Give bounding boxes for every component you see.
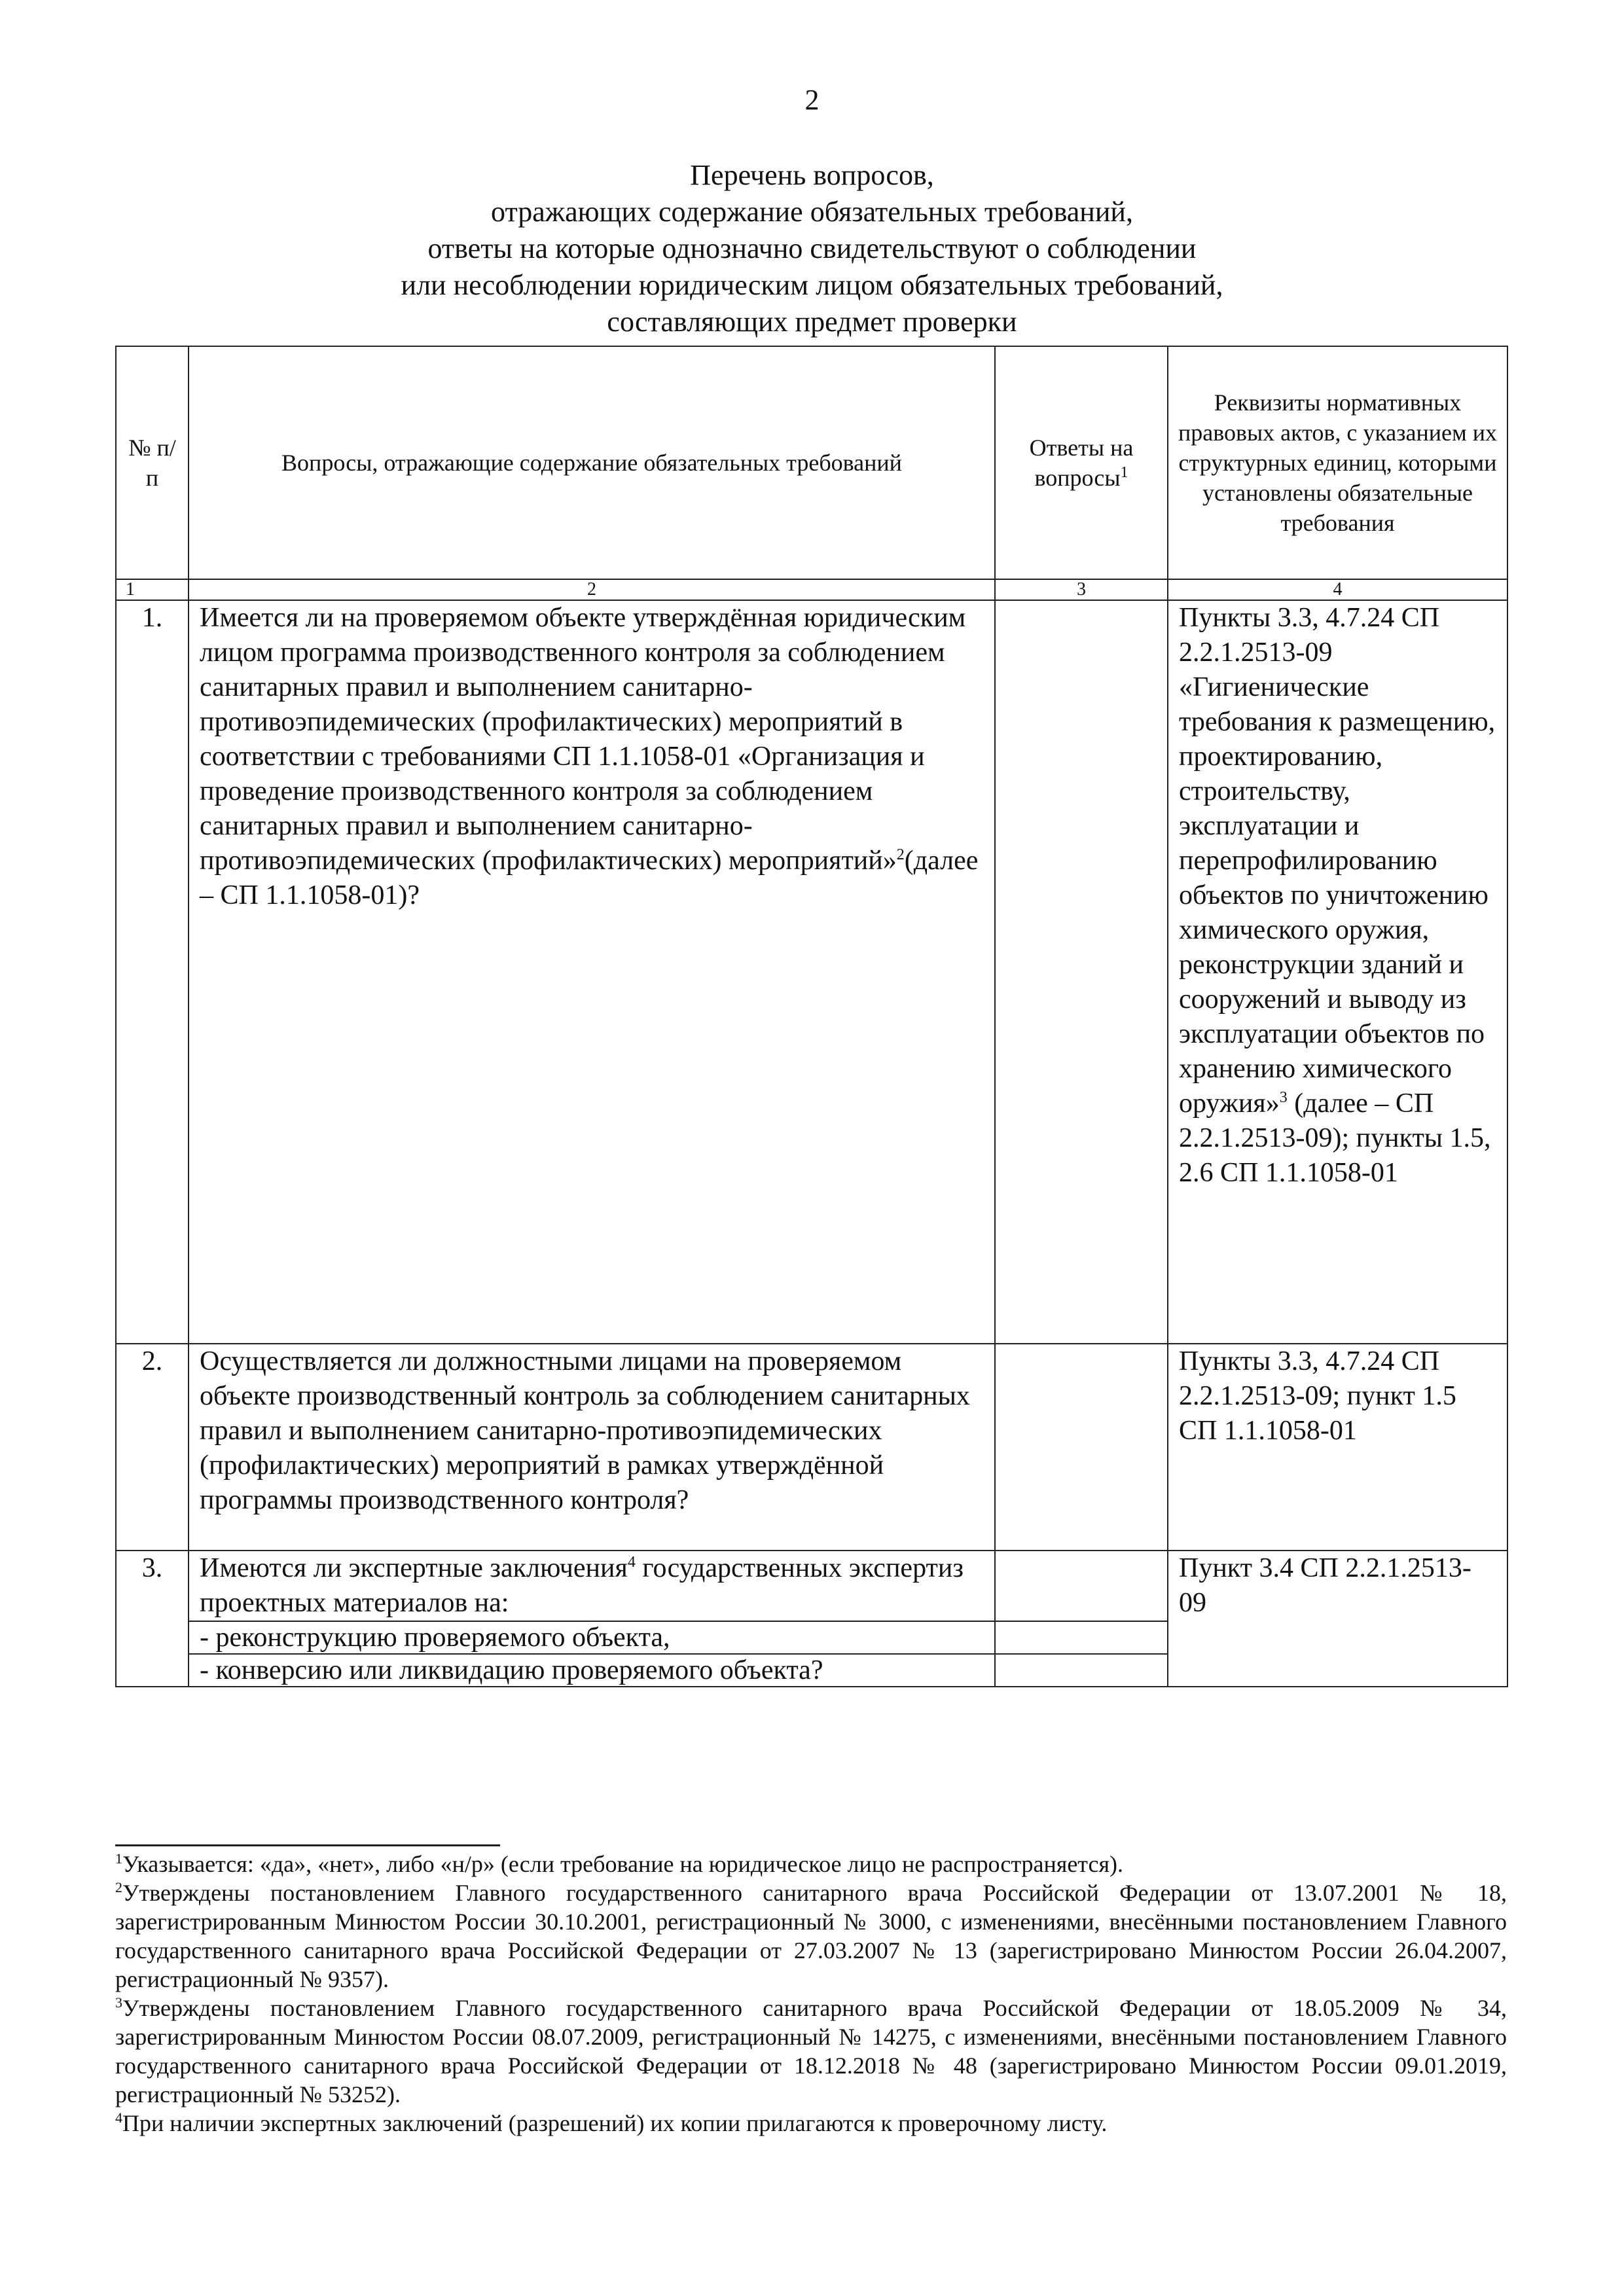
requisites-text-tail: (далее – СП 2.2.1.2513-09); пункты 1.5, 2.6 СП 1.1.1058-01 bbox=[1179, 1088, 1491, 1188]
requisites-text: Пункты 3.3, 4.7.24 СП 2.2.1.2513-09 «Гигиенические требования к размещению, проектированию, строительству, эксплуатации и перепрофилированию объектов по уничтожению химического оружия, реконструкции зданий и сооружений и выводу из эксплуатации объектов по хранению химического оружия» bbox=[1179, 603, 1496, 1119]
column-number-row bbox=[116, 579, 1507, 600]
subitem-reconstruction: - реконструкцию проверяемого объекта, bbox=[189, 1621, 995, 1654]
column-number: 2 bbox=[189, 579, 995, 600]
footnote bbox=[115, 1878, 1507, 1994]
footnote-text: Указывается: «да», «нет», либо «н/р» (если требование на юридическое лицо не распространяется). bbox=[122, 1851, 1123, 1877]
header-requisites: Реквизиты нормативных правовых актов, с указанием их структурных единиц, которыми установлены обязательные требования bbox=[1168, 346, 1507, 579]
question-text-tail: государственных экспертиз проектных материалов на: bbox=[200, 1553, 964, 1618]
checklist-table bbox=[115, 346, 1508, 1687]
header-answer bbox=[995, 346, 1168, 579]
requisites-cell: Пункты 3.3, 4.7.24 СП 2.2.1.2513-09; пункт 1.5 СП 1.1.1058-01 bbox=[1168, 1344, 1507, 1551]
question-cell: Осуществляется ли должностными лицами на проверяемом объекте производственный контроль за соблюдением санитарных правил и выполнением санитарно-противоэпидемических (профилактических) мероприятий в рамках утверждённой программы производственного контроля? bbox=[189, 1344, 995, 1551]
table-header-row bbox=[116, 346, 1507, 579]
footnote-ref: 2 bbox=[896, 846, 905, 863]
footnotes bbox=[115, 1850, 1507, 2138]
footnote bbox=[115, 1994, 1507, 2109]
footnote-marker: 4 bbox=[115, 2109, 122, 2126]
title-line: ответы на которые однозначно свидетельствуют о соблюдении bbox=[427, 232, 1197, 264]
footnote-marker: 1 bbox=[115, 1850, 122, 1867]
requisites-cell bbox=[1168, 600, 1507, 1344]
footnote-ref: 4 bbox=[627, 1554, 636, 1571]
page-number: 2 bbox=[804, 84, 820, 116]
question-text: Имеется ли на проверяемом объекте утверждённая юридическим лицом программа производственного контроля за соблюдением санитарных правил и выполнением санитарно-противоэпидемических (профилактических) мероприятий в соответствии с требованиями СП 1.1.1058-01 «Организация и проведение производственного контроля за соблюдением санитарных правил и выполнением санитарно-противоэпидемических (профилактических) мероприятий» bbox=[200, 603, 966, 876]
question-text-tail: (далее – СП 1.1.1058-01)? bbox=[200, 846, 979, 910]
header-answer-label: Ответы на вопросы bbox=[1029, 435, 1134, 491]
column-number: 3 bbox=[995, 579, 1168, 600]
answer-cell[interactable] bbox=[995, 1344, 1168, 1551]
answer-cell[interactable] bbox=[995, 1654, 1168, 1687]
table-row bbox=[116, 600, 1507, 1344]
answer-cell[interactable] bbox=[995, 600, 1168, 1344]
document-title bbox=[0, 157, 1624, 340]
requisites-cell: Пункт 3.4 СП 2.2.1.2513-09 bbox=[1168, 1551, 1507, 1687]
question-cell bbox=[189, 1551, 995, 1621]
title-line: отражающих содержание обязательных требований, bbox=[491, 196, 1133, 228]
footnote-text: Утверждены постановлением Главного государственного санитарного врача Российской Федерации от 18.05.2009 № 34, зарегистрированным Минюстом России 08.07.2009, регистрационный № 14275, с изменениями, внесёнными постановлением Главного государственного санитарного врача Российской Федерации от 18.12.2018 № 48 (зарегистрировано Минюстом России 09.01.2019, регистрационный № 53252). bbox=[115, 1995, 1507, 2108]
footnote-ref: 1 bbox=[1120, 464, 1128, 481]
row-number: 2. bbox=[116, 1344, 189, 1551]
column-number: 1 bbox=[116, 579, 189, 600]
column-number: 4 bbox=[1168, 579, 1507, 600]
answer-cell[interactable] bbox=[995, 1621, 1168, 1654]
footnote bbox=[115, 1850, 1507, 1878]
footnote-divider bbox=[115, 1844, 500, 1846]
answer-cell[interactable] bbox=[995, 1551, 1168, 1621]
header-question: Вопросы, отражающие содержание обязательных требований bbox=[189, 346, 995, 579]
footnote-text: Утверждены постановлением Главного государственного санитарного врача Российской Федерации от 13.07.2001 № 18, зарегистрированным Минюстом России 30.10.2001, регистрационный № 3000, с изменениями, внесёнными постановлением Главного государственного санитарного врача Российской Федерации от 27.03.2007 № 13 (зарегистрировано Минюстом России 26.04.2007, регистрационный № 9357). bbox=[115, 1880, 1507, 1992]
row-number: 1. bbox=[116, 600, 189, 1344]
footnote-marker: 2 bbox=[115, 1879, 122, 1895]
table-row bbox=[116, 1344, 1507, 1551]
footnote-ref: 3 bbox=[1279, 1089, 1288, 1106]
table-row bbox=[116, 1551, 1507, 1621]
row-number: 3. bbox=[116, 1551, 189, 1687]
title-line: составляющих предмет проверки bbox=[607, 306, 1017, 338]
footnote-text: При наличии экспертных заключений (разрешений) их копии прилагаются к проверочному листу. bbox=[122, 2110, 1108, 2136]
title-line: Перечень вопросов, bbox=[690, 159, 934, 191]
footnote-marker: 3 bbox=[115, 1994, 122, 2011]
footnote bbox=[115, 2109, 1507, 2138]
question-cell bbox=[189, 600, 995, 1344]
title-line: или несоблюдении юридическим лицом обязательных требований, bbox=[401, 269, 1223, 301]
question-text: Имеются ли экспертные заключения bbox=[200, 1553, 628, 1583]
subitem-conversion: - конверсию или ликвидацию проверяемого объекта? bbox=[189, 1654, 995, 1687]
header-number: № п/п bbox=[116, 346, 189, 579]
